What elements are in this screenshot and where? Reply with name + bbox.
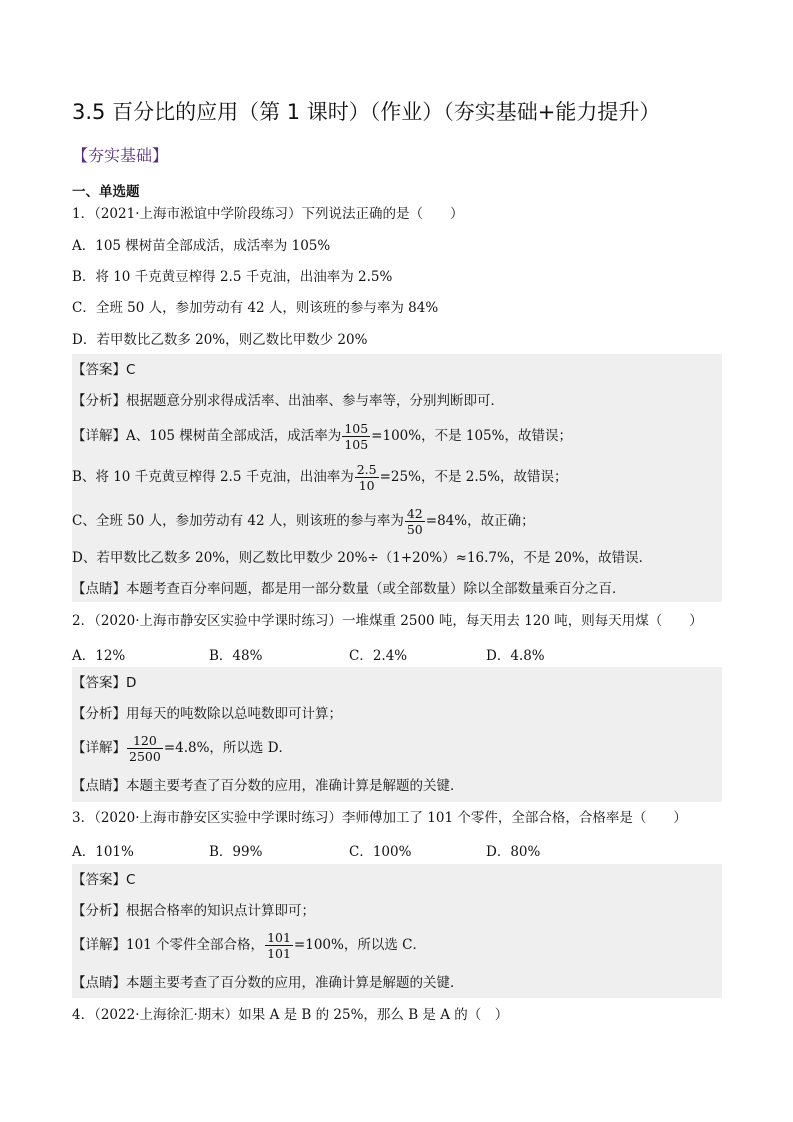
q1-detail-c: C、全班 50 人，参加劳动有 42 人，则该班的参与率为 $\frac{42}{50}$ =84%，故正确； bbox=[72, 506, 535, 537]
fraction: $\frac{105}{105}$ bbox=[344, 421, 369, 452]
q3-stem: 3．（2020·上海市静安区实验中学课时练习）李师傅加工了 101 个零件，全部合格，合格率是（ ） bbox=[72, 810, 687, 826]
q1-detail-d: D、若甲数比乙数多 20%，则乙数比甲数少 20%÷（1+20%）≈16.7%，不是 20%，故错误． bbox=[72, 550, 653, 566]
q1-analysis: 【分析】根据题意分别求得成活率、出油率、参与率等，分别判断即可． bbox=[72, 393, 504, 409]
q4-stem: 4．（2022·上海徐汇·期末）如果 A 是 B 的 25%，那么 B 是 A 的（ ） bbox=[72, 1007, 509, 1023]
q3-option-d: D．80% bbox=[486, 844, 541, 860]
q1-answer: 【答案】C bbox=[72, 362, 136, 378]
q3-options bbox=[72, 840, 722, 860]
q1-option-c: C．全班 50 人，参加劳动有 42 人，则该班的参与率为 84% bbox=[72, 300, 439, 316]
q3-answer: 【答案】C bbox=[72, 872, 136, 888]
q1-stem: 1．（2021·上海市淞谊中学阶段练习）下列说法正确的是（ ） bbox=[72, 206, 464, 222]
q2-analysis: 【分析】用每天的吨数除以总吨数即可计算； bbox=[72, 706, 342, 722]
fraction: $\frac{42}{50}$ bbox=[406, 506, 423, 537]
q2-comment: 【点睛】本题主要考查了百分数的应用，准确计算是解题的关键． bbox=[72, 778, 464, 794]
q3-analysis: 【分析】根据合格率的知识点计算即可； bbox=[72, 903, 315, 919]
q3-option-b: B．99% bbox=[209, 844, 263, 860]
q2-option-b: B．48% bbox=[209, 648, 263, 664]
page-title: 3.5 百分比的应用（第 1 课时）（作业）（夯实基础+能力提升） bbox=[72, 100, 661, 124]
q3-comment: 【点睛】本题主要考查了百分数的应用，准确计算是解题的关键． bbox=[72, 975, 464, 991]
q1-option-a: A．105 棵树苗全部成活，成活率为 105% bbox=[72, 238, 331, 254]
q2-option-a: A．12% bbox=[72, 648, 126, 664]
fraction: $\frac{120}{2500}$ bbox=[129, 733, 161, 764]
q2-options bbox=[72, 644, 722, 664]
q2-stem: 2．（2020·上海市静安区实验中学课时练习）一堆煤重 2500 吨，每天用去 120 吨，则每天用煤（ ） bbox=[72, 613, 703, 629]
q2-answer: 【答案】D bbox=[72, 675, 137, 691]
q1-comment: 【点睛】本题考查百分率问题，都是用一部分数量（或全部数量）除以全部数量乘百分之百． bbox=[72, 581, 626, 597]
q1-option-d: D．若甲数比乙数多 20%，则乙数比甲数少 20% bbox=[72, 332, 368, 348]
q3-detail: 【详解】101 个零件全部合格， $\frac{101}{101}$ =100%，所以选 C． bbox=[72, 930, 426, 961]
q1-detail-a: 【详解】A、105 棵树苗全部成活，成活率为 $\frac{105}{105}$ =100%，不是 105%，故错误； bbox=[72, 421, 572, 452]
fraction: $\frac{101}{101}$ bbox=[267, 930, 291, 961]
q1-detail-b: B、将 10 千克黄豆榨得 2.5 千克油，出油率为 $\frac{2.5}{10}$ =25%，不是 2.5%，故错误； bbox=[72, 462, 568, 493]
q3-option-c: C．100% bbox=[349, 844, 412, 860]
fraction: $\frac{2.5}{10}$ bbox=[356, 462, 377, 493]
section-heading: 【夯实基础】 bbox=[72, 146, 169, 165]
q2-detail: 【详解】 $\frac{120}{2500}$ =4.8%，所以选 D． bbox=[72, 733, 293, 764]
q2-option-d: D．4.8% bbox=[486, 648, 545, 664]
q2-option-c: C．2.4% bbox=[349, 648, 408, 664]
subsection-heading: 一、单选题 bbox=[72, 184, 140, 200]
q3-option-a: A．101% bbox=[72, 844, 134, 860]
q1-option-b: B．将 10 千克黄豆榨得 2.5 千克油，出油率为 2.5% bbox=[72, 269, 393, 285]
